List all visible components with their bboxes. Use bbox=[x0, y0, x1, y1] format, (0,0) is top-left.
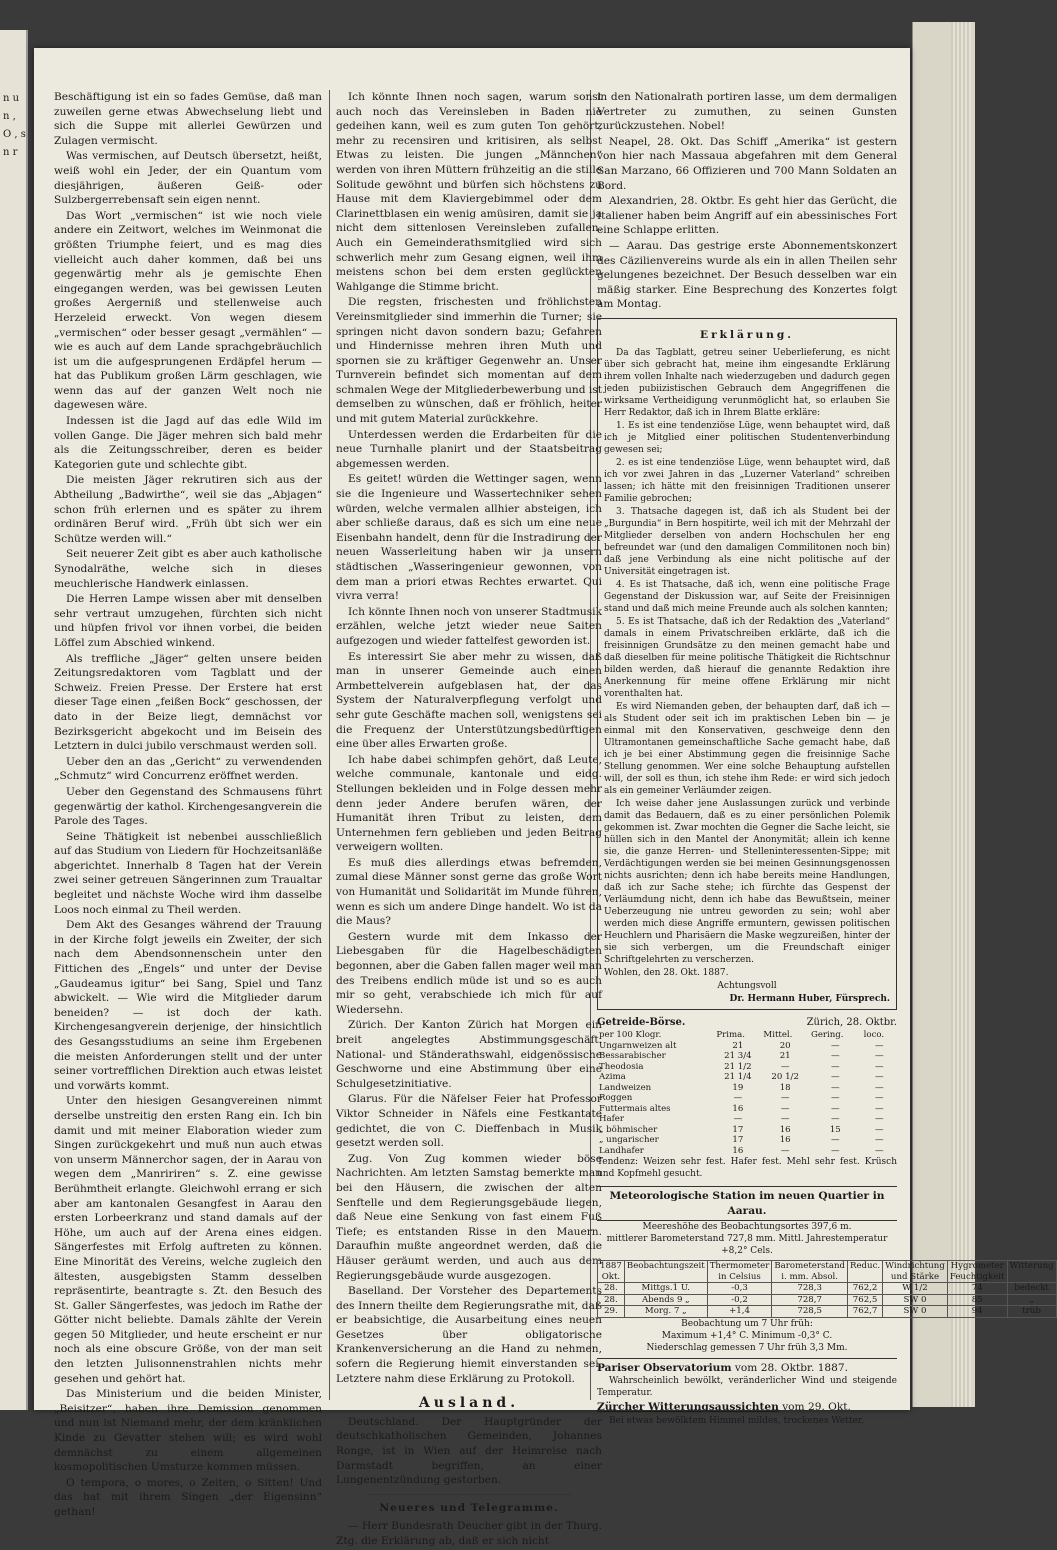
table-cell: 29. bbox=[598, 1306, 625, 1318]
paragraph: Seine Thätigkeit ist nebenbei ausschließlich auf das Studium von Liedern für Hochzeitsanläße abgerichtet. Innerhalb 8 Tagen hat der Verein zwei seiner getreuen Sängerinnen zum Traualtar begleitet und nächste Woche wird ihm dasselbe Loos noch einmal zu Theil werden. bbox=[54, 830, 322, 916]
erklaerung-greeting: Achtungsvoll bbox=[717, 980, 777, 991]
erklaerung-body bbox=[604, 347, 890, 1005]
column-3-telegrams bbox=[597, 90, 897, 312]
table-cell: — bbox=[875, 1103, 884, 1114]
boerse-title-line bbox=[597, 1016, 897, 1031]
table-cell: — bbox=[875, 1145, 884, 1156]
table-cell: — bbox=[831, 1072, 840, 1083]
table-row bbox=[597, 1114, 897, 1125]
table-cell: Roggen bbox=[599, 1093, 633, 1104]
table-cell: SW 0 bbox=[883, 1294, 948, 1306]
paragraph: Es muß dies allerdings etwas befremden, zumal diese Männer sonst gerne das große Wort von Humanität und Solidarität im Munde führen, wenn es sich um andere Dinge handelt. Wo ist da die Maus? bbox=[336, 856, 602, 928]
erklaerung-notice bbox=[597, 318, 897, 1010]
table-cell: — bbox=[780, 1103, 790, 1114]
table-header-cell: per 100 Klogr. bbox=[599, 1030, 662, 1041]
book-spine-edge bbox=[912, 22, 975, 1407]
erklaerung-place-date: Wohlen, den 28. Okt. 1887. bbox=[604, 967, 729, 978]
table-cell: 21 1/4 bbox=[724, 1072, 752, 1083]
table-cell: 19 bbox=[732, 1082, 744, 1093]
page-stack-lines bbox=[951, 22, 971, 1407]
adjacent-page-edge bbox=[0, 30, 28, 1410]
table-cell: -0,3 bbox=[707, 1283, 772, 1295]
table-cell: 15 bbox=[829, 1124, 841, 1135]
column-1 bbox=[54, 90, 322, 1521]
table-header-cell: Witterung bbox=[1007, 1261, 1056, 1283]
meteo-header-row bbox=[598, 1261, 1057, 1283]
paragraph: Ich könnte Ihnen noch von unserer Stadtmusik erzählen, welche jetzt wieder neue Saiten aufgezogen und wieder fattelfest geworden ist. bbox=[336, 605, 602, 647]
table-cell: — bbox=[875, 1040, 884, 1051]
table-row bbox=[597, 1083, 897, 1094]
table-cell: — bbox=[831, 1135, 840, 1146]
neueres-article: — Herr Bundesrath Deucher gibt in der Thurg. Ztg. die Erklärung ab, daß er sich nicht bbox=[336, 1520, 602, 1547]
pariser-text: Wahrscheinlich bewölkt, veränderlicher Wind und steigende Temperatur. bbox=[597, 1376, 897, 1399]
table-header-cell: Thermometer in Celsius bbox=[707, 1261, 772, 1283]
erklaerung-intro: Da das Tagblatt, getreu seiner Ueberlieferung, es nicht über sich gebracht hat, meine ihm eingesandte Erklärung ihrem vollen Inhalte nach wiederzugeben und dadurch gegen jeden pubiizistischen Gebrauch dem Angegriffenen die wirksame Vertheidigung verunmöglicht hat, so erlauben Sie Herr Redaktor, daß ich in Ihrem Blatte erkläre: bbox=[604, 347, 890, 418]
table-header-cell: Gering. bbox=[810, 1030, 844, 1041]
table-header-cell: Reduc. bbox=[848, 1261, 883, 1283]
paragraph: O tempora, o mores, o Zeiten, o Sitten! Und das hat mit ihrem Singen „der Eigensinn“ gethan! bbox=[54, 1476, 322, 1518]
table-cell: — bbox=[780, 1093, 790, 1104]
table-cell: 94 bbox=[947, 1306, 1007, 1318]
newspaper-page bbox=[34, 48, 1054, 1547]
table-cell: — bbox=[831, 1103, 840, 1114]
zuercher-date: vom 29. Okt. bbox=[782, 1401, 851, 1414]
table-cell: 20 bbox=[779, 1040, 791, 1051]
boerse-title: Getreide-Börse. bbox=[597, 1016, 686, 1028]
table-cell: 21 1/2 bbox=[724, 1061, 752, 1072]
table-cell: 28. bbox=[598, 1294, 625, 1306]
table-cell: 17 bbox=[732, 1124, 744, 1135]
erklaerung-point: 2. es ist eine tendenziöse Lüge, wenn behauptet wird, daß ich vor zwei Jahren in das „Luzerner Vaterland“ schreiben lassen; ich hätte mit den freisinnigen Traditionen unserer Familie gebrochen; bbox=[604, 457, 890, 504]
table-cell: 16 bbox=[779, 1135, 791, 1146]
table-cell: Ungarnweizen alt bbox=[599, 1040, 677, 1051]
table-cell: SW 0 bbox=[883, 1306, 948, 1318]
table-cell: 28. bbox=[598, 1283, 625, 1295]
table-cell: — bbox=[780, 1114, 790, 1125]
paragraph: Dem Akt des Gesanges während der Trauung in der Kirche folgt jeweils ein Zweiter, der sich nach dem Abendsonnenschein unter den Fittichen des „Engels“ und unter der Devise „Gaudeamus igitur“ bei Sang, Spiel und Tanz abwickelt. — Wie wird die Mitglieder darum beneiden? — ist doch der kath. Kirchengesangverein derjenige, der hinsichtlich des Gesangsstudiums an seine ihm Ergebenen die meisten Anforderungen stellt und der unter seiner vortrefflichen Direktion auch etwas leistet und vorwärts kommt. bbox=[54, 919, 322, 1092]
pariser-title: Pariser Observatorium bbox=[597, 1361, 732, 1374]
table-cell: — bbox=[831, 1114, 840, 1125]
table-cell: — bbox=[875, 1061, 884, 1072]
table-cell: — bbox=[733, 1114, 743, 1125]
table-cell: +1,4 bbox=[707, 1306, 772, 1318]
paragraph: Es interessirt Sie aber mehr zu wissen, daß man in unserer Gemeinde auch einen Armbettelverein aufgeblasen hat, der das System der Naturalverpflegung verfolgt und sehr gute Geschäfte machen soll, wenigstens sei die Frequenz der Unterstützungsbedürftigen eine über alles Erwarten große. bbox=[336, 650, 602, 751]
paragraph: Seit neuerer Zeit gibt es aber auch katholische Synodalräthe, welche sich in dieses meuchlerische Handwerk einlassen. bbox=[54, 548, 322, 590]
paragraph: Ich habe dabei schimpfen gehört, daß Leute, welche communale, kantonale und eidg. Stellungen bekleiden und in Folge dessen mehr denn jeder Andere berufen wären, der Humanität ihren Tribut zu leisten, dem Unternehmen fern geblieben und jeden Beitrag verweigern wollten. bbox=[336, 753, 602, 854]
table-cell: — bbox=[831, 1051, 840, 1062]
paragraph: Ich könnte Ihnen noch sagen, warum sonst auch noch das Vereinsleben in Baden nie gedeihen kann, weil es zum guten Ton gehört, mehr zu recensiren und kritisiren, als selbst Etwas zu leisten. Die jungen „Männchen“ werden von ihren Müttern frühzeitig an die stille Solitude gewöhnt und bürfen sich höchstens zu Hause mit dem Klaviergebimmel oder dem Clarinettblasen ein wenig amüsiren, damit sie ja nicht dem sittenlosen Vereinsleben zufallen. Auch ein Gemeinderathsmitglied wird sich schwerlich mehr zum Gesang eignen, weil ihm meistens schon bei dem ersten geglückten Wahlgange die Stimme bricht. bbox=[336, 91, 602, 293]
table-row bbox=[597, 1146, 897, 1157]
paragraph: Das Ministerium und die beiden Minister, „Beisitzer“, haben ihre Demission genommen und nun ist Niemand mehr, der dem kränklichen Kinde zu Gevatter stehen will; es wird wohl demnächst zu einem allgemeinen kosmopolitischen Umsturze kommen müssen. bbox=[54, 1388, 322, 1474]
meteo-body bbox=[598, 1283, 1057, 1318]
erklaerung-point: 1. Es ist eine tendenziöse Lüge, wenn behauptet wird, daß ich je Mitglied einer politischen Studentenverbindung gewesen sei; bbox=[604, 420, 890, 455]
table-cell: Mittgs.1 U. bbox=[624, 1283, 707, 1295]
erklaerung-signature: Dr. Hermann Huber, Fürsprech. bbox=[729, 993, 890, 1004]
erklaerung-point: 3. Thatsache dagegen ist, daß ich als Student bei der „Burgundia“ in Bern hospitirte, weil ich mit der Mehrzahl der Mitglieder derselben von andern Hochschulen her eng befreundet war (und den damaligen Commilitonen noch bin) daß jene Verbindung als eine nicht politische auf der Universität eingetragen ist. bbox=[604, 506, 890, 577]
table-cell: Bessarabischer bbox=[599, 1051, 666, 1062]
table-cell: Hafer bbox=[599, 1114, 624, 1125]
paragraph: Zug. Von Zug kommen wieder böse Nachrichten. Am letzten Samstag bemerkte man bei den Häusern, die zwischen der alten Senftelle und dem Regierungsgebäude liegen, daß Neue eine Senkung von fast einem Fuß Tiefe; es entstanden Risse in den Mauern. Daraufhin mußte angeordnet werden, daß die Häuser geräumt werden, und auch aus dem Regierungsgebäude wurde ausgezogen. bbox=[336, 1152, 602, 1282]
zuercher-text: Bei etwas bewölktem Himmel mildes, trockenes Wetter. bbox=[609, 1415, 864, 1426]
zuercher-witterung bbox=[597, 1400, 897, 1427]
meteo-footer3: Niederschlag gemessen 7 Uhr früh 3,3 Mm. bbox=[646, 1342, 848, 1353]
table-header-cell: Barometerstand i. mm. Absol. bbox=[772, 1261, 848, 1283]
table-cell: 21 bbox=[732, 1040, 744, 1051]
table-row bbox=[597, 1125, 897, 1136]
erklaerung-point: 5. Es ist Thatsache, daß ich der Redaktion des „Vaterland“ damals in einem Privatschreiben erklärte, daß ich die freisinnigen Grundsätze zu den meinen gemacht habe und daß dieselben für meine politische Thätigkeit die Richtschnur bilden werden, daß hierauf die genannte Redaktion ihre Anerkennung für meine offene Erklärung mir nicht vorenthalten hat. bbox=[604, 616, 890, 699]
table-cell: 18 bbox=[779, 1082, 791, 1093]
table-row bbox=[597, 1093, 897, 1104]
deutschland-article: Deutschland. Der Hauptgründer der deutschkatholischen Gemeinden, Johannes Ronge, ist in Wien auf der Heimreise nach Darmstadt begriffen, an einer Lungenentzündung gestorben. bbox=[336, 1415, 602, 1487]
table-row bbox=[597, 1041, 897, 1052]
paragraph: Baselland. Der Vorsteher des Departements des Innern theilte dem Regierungsrathe mit, daß er beabsichtige, die Ausarbeitung eines neuen Gesetzes über obligatorische Krankenversicherung an die Hand zu nehmen, sofern die Regierung hiemit einverstanden sei. Letztere nahm diese Erklärung zu Protokoll. bbox=[336, 1285, 602, 1385]
table-cell: trüb bbox=[1007, 1306, 1056, 1318]
table-cell: 17 bbox=[732, 1135, 744, 1146]
paragraph: Beschäftigung ist ein so fades Gemüse, daß man zuweilen gerne etwas Abwechselung liebt und sich die Suppe mit allerlei Gewürzen und Zulagen vermischt. bbox=[54, 91, 322, 147]
table-cell: W 1/2 bbox=[883, 1283, 948, 1295]
paragraph: Die Herren Lampe wissen aber mit denselben sehr vertraut umzugehen, fürchten sich nicht und hüpfen frivol vor ihnen vorbei, die beiden Löffel zum Abschied winkend. bbox=[54, 593, 322, 649]
column-2 bbox=[336, 90, 602, 1550]
table-cell: — bbox=[780, 1145, 790, 1156]
erklaerung-point: 4. Es ist Thatsache, daß ich, wenn eine politische Frage Gegenstand der Diskussion war, auf Seite der Freisinnigen stand und daß mich meine Freunde auch als solchen kannten; bbox=[604, 579, 890, 614]
table-cell: 762,2 bbox=[848, 1283, 883, 1295]
paragraph: Alexandrien, 28. Oktbr. Es geht hier das Gerücht, die Italiener haben beim Angriff auf ein abessinisches Fort eine Schlappe erlitten. bbox=[597, 195, 897, 237]
table-row bbox=[597, 1072, 897, 1083]
meteo-table bbox=[597, 1260, 1057, 1318]
table-cell: — bbox=[831, 1093, 840, 1104]
table-cell: — bbox=[831, 1061, 840, 1072]
boerse-place: Zürich, 28. Oktbr. bbox=[806, 1016, 897, 1028]
paragraph: Unter den hiesigen Gesangvereinen nimmt derselbe unstreitig den ersten Rang ein. Ich bin damit und mit meiner Elaboration wieder zum Singen zurückgekehrt und muß nun auch etwas von unserm Männerchor sagen, der in Aarau von wegen dem „Manririren“ s. Z. eine gewisse Berühmtheit erlangte. Gleichwohl errang er sich aber am kantonalen Gesangfest in Aarau den ersten Lorbeerkranz und stand damals auf der Höhe, um auch auf der Arena eines eidgen. Sängerfestes mit Erfolg auftreten zu können. Eine Minorität des Vereins, welche zugleich den ältesten, ausgebigsten Stamm desselben repräsentirte, beantragte s. Zt. den Besuch des St. Galler Sängerfestes, was jedoch im Rathe der Götter nicht beliebte. Damals zählte der Verein gegen 50 Mitglieder, und heute erscheint er nur noch als eine obscure Größe, von der man seit den letzten Julisonnenstrahlen nichts mehr gesehen und gehört hat. bbox=[54, 1095, 322, 1385]
column-2-articles bbox=[336, 90, 602, 1386]
erklaerung-points bbox=[604, 420, 890, 700]
table-header-cell: Beobachtungszeit bbox=[624, 1261, 707, 1283]
paragraph: Als treffliche „Jäger“ gelten unsere beiden Zeitungsredaktoren vom Tagblatt und der Schweiz. Freien Presse. Der Erstere hat erst dieser Tage einen „feißen Bock“ geschossen, der dato in der Beize liegt, demnächst vor Bezirksgericht abgekocht und im Beisein des Letztern in dulci jubilo verschmaust werden soll. bbox=[54, 652, 322, 753]
paragraph: Was vermischen, auf Deutsch übersetzt, heißt, weiß wohl ein Jeder, der ein Quantum vom diesjährigen, äußeren Geiß- oder Sulzbergerrebensaft sein eigen nennt. bbox=[54, 150, 322, 207]
table-cell: 21 bbox=[779, 1051, 791, 1062]
table-row bbox=[597, 1104, 897, 1115]
paragraph: Indessen ist die Jagd auf das edle Wild im vollen Gange. Die Jäger mehren sich bald mehr als die Zeitungsschreiber, deren es beider Kategorien gute und schlechte gibt. bbox=[54, 415, 322, 471]
meteo-line2: mittlerer Barometerstand 727,8 mm. Mittl. Jahrestemperatur +8,2° Cels. bbox=[606, 1234, 888, 1257]
table-cell: — bbox=[875, 1051, 884, 1062]
table-cell: 762,7 bbox=[848, 1306, 883, 1318]
neueres-heading: Neueres und Telegramme. bbox=[379, 1501, 559, 1514]
table-row bbox=[598, 1306, 1057, 1318]
table-cell: 728,3 bbox=[772, 1283, 848, 1295]
table-cell: 85 bbox=[947, 1294, 1007, 1306]
column-rule-1 bbox=[329, 90, 330, 1400]
table-cell: -0,2 bbox=[707, 1294, 772, 1306]
table-cell: — bbox=[875, 1093, 884, 1104]
table-cell: — bbox=[875, 1072, 884, 1083]
meteo-footer1: Beobachtung um 7 Uhr früh: bbox=[681, 1318, 813, 1329]
table-cell: — bbox=[875, 1114, 884, 1125]
paragraph: Es geitet! würden die Wettinger sagen, wenn sie die Ingenieure und Wassertechniker sehen würden, welche vermalen allhier absteigen, ich aber schließe daraus, daß es sich um eine neue Eisenbahn handelt, denn für die Instradirung der neuen Wasserleitung haben wir ja unsern städtischen „Wasseringenieur gewonnen, von dem man a priori etwas Rechtes erwartet. Qui vivra verra! bbox=[336, 473, 602, 603]
edge-letters: n u n , O , s n r bbox=[3, 93, 26, 158]
ausland-heading: Ausland. bbox=[418, 1395, 520, 1412]
table-cell: Landweizen bbox=[599, 1082, 652, 1093]
table-cell: — bbox=[780, 1061, 790, 1072]
table-row bbox=[597, 1062, 897, 1073]
erklaerung-heading: Erklärung. bbox=[700, 328, 794, 341]
zuercher-title: Zürcher Witterungsaussichten bbox=[597, 1401, 779, 1414]
paragraph: Ueber den Gegenstand des Schmausens führt gegenwärtig der kathol. Kirchengesangverein die Parole des Tages. bbox=[54, 785, 322, 828]
table-cell: — bbox=[875, 1135, 884, 1146]
boerse-header-row bbox=[597, 1030, 897, 1041]
table-cell: „ böhmischer bbox=[599, 1124, 658, 1135]
paragraph: Unterdessen werden die Erdarbeiten für die neue Turnhalle planirt und der Staatsbeitrag abgemessen werden. bbox=[336, 428, 602, 470]
table-header-cell: Hygrometer Feuchtigkeit bbox=[947, 1261, 1007, 1283]
table-cell: „ bbox=[1007, 1294, 1056, 1306]
table-cell: „ ungarischer bbox=[599, 1135, 659, 1146]
table-row bbox=[597, 1051, 897, 1062]
table-cell: — bbox=[875, 1124, 884, 1135]
table-cell: — bbox=[831, 1145, 840, 1156]
pariser-date: vom 28. Oktbr. 1887. bbox=[734, 1361, 849, 1374]
table-row bbox=[598, 1283, 1057, 1295]
paragraph: — Aarau. Das gestrige erste Abonnementskonzert des Cäzilienvereins wurde als ein in allen Theilen sehr gelungenes bezeichnet. Der Besuch desselben war ein mäßig starker. Eine Besprechung des Konzertes folgt am Montag. bbox=[597, 239, 897, 311]
table-cell: Morg. 7 „ bbox=[624, 1306, 707, 1318]
table-cell: 74 bbox=[947, 1283, 1007, 1295]
paragraph: Zürich. Der Kanton Zürich hat Morgen ein breit angelegtes Abstimmungsgeschäft. National- und Ständerathswahl, eidgenössische Geschworne und eine Abstimmung über eine Schulgesetzinitiative. bbox=[336, 1019, 602, 1090]
paragraph: Ueber den an das „Gericht“ zu verwendenden „Schmutz“ wird Concurrenz eröffnet werden. bbox=[54, 755, 322, 783]
table-cell: Azima bbox=[599, 1072, 626, 1083]
table-header-cell: 1887 Okt. bbox=[598, 1261, 625, 1283]
erklaerung-para3: Ich weise daher jene Auslassungen zurück und verbinde damit das Bedauern, daß es zu einer persönlichen Polemik gekommen ist. Zwar mochten die Gegner die Sache leicht, sie hüllen sich in den Mantel der Anonymität; allein ich kenne sie, die ganze Herren- und Stelleninteressenten-Sippe; mit Verdächtigungen werden sie bei meinen Gesinnungsgenossen nichts ausrichten; denn ich habe bereits meine Handlungen, daß ich zur Sache stehe; ich fürchte das Gespenst der Verläumdung nicht, denn ich habe das Bewußtsein, meiner Ueberzeugung nie untreu geworden zu sein; wohl aber werden mich diese Angriffe ermuntern, gewissen politischen Heuchlern und Pharisäern die Maske wegzureißen, hinter der sie sich verbergen, um die Freundschaft einiger Schriftgelehrten zu verscherzen. bbox=[604, 798, 890, 965]
table-cell: 16 bbox=[779, 1124, 791, 1135]
table-cell: — bbox=[875, 1082, 884, 1093]
getreide-boerse bbox=[597, 1016, 897, 1181]
pariser-observatorium bbox=[597, 1358, 897, 1400]
table-cell: Abends 9 „ bbox=[624, 1294, 707, 1306]
paragraph: Die regsten, frischesten und fröhlichsten Vereinsmitglieder sind immerhin die Turner; sie springen nicht davon sondern bazu; Gefahren und Hindernisse mehren ihren Muth und spornen sie zu kräftiger Gegenwehr an. Unser Turnverein befindet sich momentan auf dem schmalen Wege der Mitgliederbewerbung und ist demselben zu wünschen, daß er fröhlich, heiter und mit gutem Material zurückkehre. bbox=[336, 296, 602, 426]
meteo-line1: Meereshöhe des Beobachtungsortes 397,6 m. bbox=[642, 1222, 852, 1233]
table-cell: 16 bbox=[732, 1145, 744, 1156]
table-cell: 762,5 bbox=[848, 1294, 883, 1306]
meteo-footer2: Maximum +1,4° C. Minimum -0,3° C. bbox=[661, 1330, 833, 1341]
table-cell: — bbox=[733, 1093, 743, 1104]
table-cell: Theodosia bbox=[599, 1061, 644, 1072]
table-cell: Landhafer bbox=[599, 1145, 644, 1156]
paragraph: Gestern wurde mit dem Inkasso der Liebesgaben für die Hagelbeschädigten begonnen, aber die Gaben fallen mager weil man des Treibens endlich müde ist und so es auch mir so geht, verabschiede ich mich für auf Wiedersehn. bbox=[336, 930, 602, 1016]
table-cell: 20 1/2 bbox=[771, 1072, 799, 1083]
table-cell: 728,7 bbox=[772, 1294, 848, 1306]
table-cell: Futtermais altes bbox=[599, 1103, 671, 1114]
paragraph: Neapel, 28. Okt. Das Schiff „Amerika“ ist gestern von hier nach Massaua abgefahren mit dem General San Marzano, 66 Offizieren und 700 Mann Soldaten an Bord. bbox=[597, 135, 897, 192]
paragraph: Die meisten Jäger rekrutiren sich aus der Abtheilung „Badwirthe“, weil sie das „Abjagen“ schon früh erlernen und es später zu ihrem ordinären Beruf wird. „Früh übt sich wer ein Schütze werden will.“ bbox=[54, 474, 322, 545]
paragraph: Das Wort „vermischen“ ist wie noch viele andere ein Zeitwort, welches im Weinmonat die größten Triumphe feiert, und es mag dies vielleicht auch daher kommen, daß bei uns gegenwärtig mehr als je gemischte Ehen eingegangen werden, was bei gewissen Leuten großes Aergerniß und stellenweise auch Herzeleid erweckt. Von wegen diesem „vermischen“ oder besser gesagt „vermählen“ — wie es auch auf dem Lande sprachgebräuchlich ist um die aufgesprungenen Erdäpfel herum — hat das Publikum großen Lärm geschlagen, wie wenn das auf der ganzen Welt noch nie dagewesen wäre. bbox=[54, 209, 322, 412]
erklaerung-para2: Es wird Niemanden geben, der behaupten darf, daß ich — als Student oder seit ich im praktischen Leben bin — je einmal mit den Konservativen, geschweige denn den Ultramontanen gemeinschaftliche Sache gemacht habe, daß ich je bei einer Abstimmung gegen die freisinnige Sache Stellung genommen. Wer eine solche Behauptung aufstellen will, der soll es thun, ich stehe ihm Rede: er wird sich jedoch als ein gemeiner Verläumder zeigen. bbox=[604, 701, 890, 796]
separator bbox=[366, 1494, 572, 1495]
column-3 bbox=[597, 90, 1054, 1428]
table-header-cell: Mittel. bbox=[763, 1030, 793, 1041]
boerse-tendenz: Tendenz: Weizen sehr fest. Hafer fest. Mehl sehr fest. Krüsch und Kopfmehl gesucht. bbox=[597, 1157, 897, 1180]
table-row bbox=[597, 1135, 897, 1146]
paragraph: Glarus. Für die Näfelser Feier hat Professor Viktor Schneider in Näfels eine Festkantate gedichtet, die von C. Dieffenbach in Musik gesetzt werden soll. bbox=[336, 1093, 602, 1150]
table-cell: 16 bbox=[732, 1103, 744, 1114]
table-cell: — bbox=[831, 1040, 840, 1051]
table-row bbox=[598, 1294, 1057, 1306]
boerse-table bbox=[597, 1030, 897, 1156]
table-header-cell: Windrichtung und Stärke bbox=[883, 1261, 948, 1283]
table-header-cell: Prima. bbox=[716, 1030, 745, 1041]
table-cell: 21 3/4 bbox=[724, 1051, 752, 1062]
table-cell: bedeckt bbox=[1007, 1283, 1056, 1295]
table-cell: — bbox=[831, 1082, 840, 1093]
meteo-title: Meteorologische Station im neuen Quartier in Aarau. bbox=[597, 1186, 897, 1221]
paragraph: in den Nationalrath portiren lasse, um dem dermaligen Vertreter zu zumuthen, zu seinen Gunsten zurückzustehen. Nobel! bbox=[597, 91, 897, 133]
table-cell: 728,5 bbox=[772, 1306, 848, 1318]
boerse-body bbox=[597, 1041, 897, 1157]
table-header-cell: loco. bbox=[863, 1030, 885, 1041]
